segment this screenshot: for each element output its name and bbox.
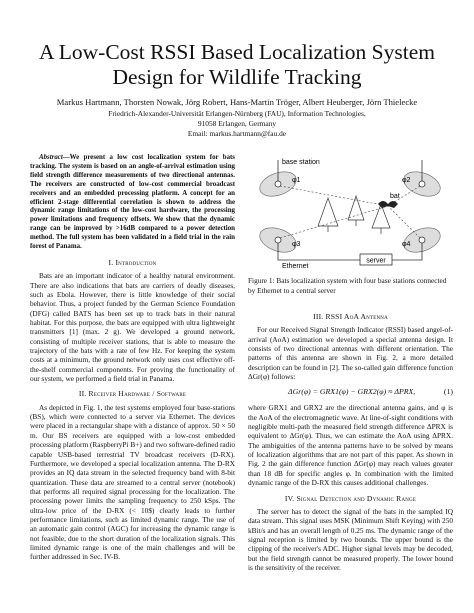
section-heading-rssi: III. RSSI AoA Antenna — [313, 312, 388, 321]
localization-system-diagram — [248, 154, 453, 272]
abstract-text: —We present a low cost localization system for bats tracking. The system is based on an angle-of-arrival estimation using field strength difference measurements of two directional antennas. The receivers are constructed of low-cost commercial broadcast receivers and an embedded processing platform. A concept for an efficient 2-stage differential correlation is shown to address the dynamic range limitations of the low-cost hardware, the processing power limitations and frequency offsets. We show that the dynamic range can be improved by >16dB compared to a power detection method. The full system has been validated in a field trial in the rain forest of Panama. — [30, 154, 235, 251]
ethernet-label: Ethernet — [282, 263, 309, 270]
affiliation-line-1: Friedrich-Alexander-Universität Erlangen-Nürnberg (FAU), Information Technologies, — [108, 109, 366, 118]
figure-1 — [248, 154, 453, 306]
equation-1 — [248, 384, 453, 400]
affiliation-email: Email: markus.hartmann@fau.de — [187, 129, 287, 138]
section-heading-introduction: I. Introduction — [108, 257, 157, 267]
bat-label: bat — [390, 193, 400, 200]
rssi-paragraph-2: where GRX1 and GRX2 are the directional antenna gains, and φ is the AoA of the electromagnetic wave. At line-of-sight conditions with negligible multi-path the measured field strength difference ΔPRX is equivalent to ΔGr(φ). Thus, we can estimate the AoA using ΔPRX. The ambiguities of the antenna patterns have to be solved by means of localization algorithms that are not part of this paper. As shown in Fig. 2 the gain difference function ΔGr(φ) may reach values greater than 18 dB for specific angles φ. In combination with the limited dynamic range of the D-RX this causes additional challenges. — [248, 403, 453, 488]
hardware-paragraph: As depicted in Fig. 1, the test systems employed four base-stations (BS), which were connected to a server via Ethernet. The devices were placed in a rectangular shape with a distance of approx. 50 × 50 m. Our BS receivers are equipped with a low-cost embedded processing platform (RaspberryPi B+) and two software-defined radio capable USB-based terrestrial TV broadcast receivers (D-RX). Furthermore, we developed a special localization antenna. The D-RX provides an IQ data stream in the selected frequency band with 8-bit quantization. These data are streamed to a central server (notebook) that performs all required signal processing for the localization. The processing power limits the sampling frequency to 250 kSps. The ultra-low price of the D-RX (< 10$) clearly leads to further performance limitations, such as limited dynamic range. The use of an automatic gain control (AGC) for increasing the dynamic range is not feasible, due to the short duration of the localization signals. This limited dynamic range is one of the main challenges and will be further addressed in Sec. IV-B. — [30, 402, 235, 562]
figure-1-caption: Figure 1: Bats localization system with four base stations connected by Ethernet to a central server — [248, 276, 447, 295]
server-label: server — [366, 257, 386, 265]
phi1-label: φ1 — [292, 177, 301, 184]
author-list: Markus Hartmann, Thorsten Nowak, Jörg Robert, Hans-Martin Tröger, Albert Heuberger, Jörn Thielecke — [56, 97, 418, 107]
rssi-paragraph-1: For our Received Signal Strength Indicator (RSSI) based angel-of-arrival (AoA) estimation we developed a special antenna design. It consists of two directional antennas with different orientation. The patterns of this antenna are shown in Fig. 2, a more detailed description can be found in [2]. The so-called gain difference function ΔGr(φ) follows: — [248, 325, 453, 382]
equation-number: (1) — [443, 387, 453, 397]
phi3-label: φ3 — [292, 241, 301, 248]
left-column — [30, 154, 235, 562]
base-station-markers — [275, 181, 425, 243]
phi2-label: φ2 — [402, 177, 411, 184]
abstract-label: Abstract — [39, 154, 63, 161]
introduction-paragraph: Bats are an important indicator of a healthy natural environment. There are also indications that bats are carriers of deadly diseases, such as Ebola. However, there is little knowledge of their social behavior. Thus, a project funded by the German Science Foundation (DFG) called BATS has been set up to track bats in their natural habitat. For this purpose, the bats are equipped with ultra lightweight transmitters [1] (max. 2 g). We developed a ground network, consisting of multiple receiver stations, that is able to measure the trajectory of the bats with a rate of few Hz. For keeping the system costs at a minimum, the ground network only uses cost effective off-the-shelf commercial components. For proving the functionality of our system, we performed a field trial in Panama. — [30, 271, 235, 384]
tree-icons — [318, 196, 390, 234]
equation-body: ΔGr(φ) = GRX1(φ) − GRX2(φ) ≈ ΔPRX, — [288, 387, 416, 397]
detection-paragraph: The server has to detect the signal of the bats in the sampled IQ data stream. This signal uses MSK (Minimum Shift Keying) with 250 kBit/s and has an overall length of 0.25 ms. The dynamic range of the signal reception is limited by two bounds. The upper bound is the clipping of the receiver's ADC. Higher signal levels may be decoded, but the field strength cannot be measured properly. The lower bound is the sensitivity of the receiver. — [248, 506, 453, 572]
antenna-patterns — [256, 167, 443, 257]
abstract — [30, 154, 235, 252]
section-heading-hardware: II. Receiver Hardware / Software — [78, 389, 187, 399]
right-column — [248, 154, 453, 572]
bat-icon — [378, 201, 398, 208]
paper-title — [0, 40, 474, 90]
section-heading-detection: IV. Signal Detection and Dynamic Range — [284, 493, 417, 503]
base-station-label: base station — [282, 159, 320, 166]
phi4-label: φ4 — [402, 241, 411, 248]
title-line-1: A Low-Cost RSSI Based Localization System — [39, 40, 435, 64]
title-line-2: Design for Wildlife Tracking — [112, 65, 362, 89]
affiliation-line-2: 91058 Erlangen, Germany — [197, 119, 277, 128]
